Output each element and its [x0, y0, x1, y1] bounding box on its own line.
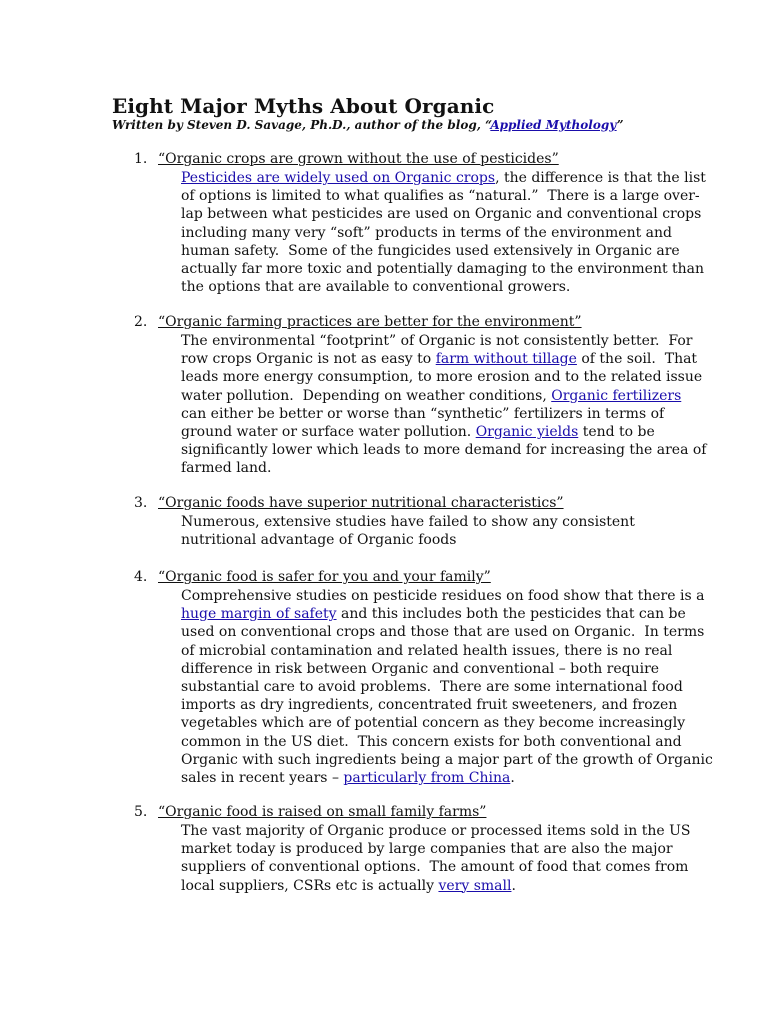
text-run: used on conventional crops and those that are used on Organic. In terms — [181, 624, 705, 641]
applied-mythology-link[interactable]: Applied Mythology — [490, 118, 617, 132]
text-run: Comprehensive studies on pesticide residues on food show that there is a — [181, 588, 705, 604]
myth-heading: “Organic food is raised on small family farms” — [158, 804, 487, 820]
body-line — [181, 405, 681, 423]
byline-prefix: Written by Steven D. Savage, Ph.D., author of the blog, “ — [112, 118, 491, 132]
text-run: lap between what pesticides are used on Organic and conventional crops — [181, 206, 702, 223]
myth-number: 3. — [134, 495, 148, 511]
text-run: actually far more toxic and potentially damaging to the environment than — [181, 261, 705, 278]
text-run: The environmental “footprint” of Organic is not consistently better. For — [181, 333, 693, 349]
body-line — [181, 423, 681, 441]
text-run: market today is produced by large companies that are also the major — [181, 841, 673, 858]
text-run: sales in recent years – — [181, 770, 344, 787]
body-line — [181, 660, 681, 678]
inline-link[interactable]: Organic fertilizers — [551, 387, 682, 404]
body-line — [181, 642, 681, 660]
body-line — [181, 350, 698, 368]
myth-body — [181, 332, 707, 478]
body-line — [181, 224, 681, 242]
myth-body — [181, 587, 713, 787]
text-run: of microbial contamination and related health issues, there is no real — [181, 642, 673, 659]
text-run: local suppliers, CSRs etc is actually — [181, 877, 439, 894]
inline-link[interactable]: particularly from China — [343, 770, 511, 787]
body-line — [181, 623, 705, 641]
text-run: suppliers of conventional options. The amount of food that comes from — [181, 859, 689, 876]
text-run: water pollution. Depending on weather conditions, — [181, 387, 552, 404]
text-run: imports as dry ingredients, concentrated fruit sweeteners, and frozen — [181, 697, 678, 714]
text-run: and this includes both the pesticides that can be — [336, 606, 686, 623]
text-run: farmed land. — [181, 460, 272, 477]
body-line — [181, 368, 703, 386]
text-run: common in the US diet. This concern exists for both conventional and — [181, 733, 682, 750]
myth-heading: “Organic farming practices are better for the environment” — [158, 314, 582, 330]
text-run: nutritional advantage of Organic foods — [181, 532, 457, 549]
text-run: human safety. Some of the fungicides used extensively in Organic are — [181, 242, 680, 259]
text-run: difference in risk between Organic and conventional – both require — [181, 660, 660, 677]
text-run: tend to be — [578, 424, 655, 441]
inline-link[interactable]: Pesticides are widely used on Organic crops — [181, 170, 496, 186]
myth-number: 4. — [134, 569, 148, 585]
text-run: leads more energy consumption, to more erosion and to the related issue — [181, 369, 703, 386]
body-line — [181, 242, 681, 260]
inline-link[interactable]: very small — [438, 877, 512, 894]
body-line — [181, 877, 681, 895]
body-line — [181, 260, 705, 278]
text-run: The vast majority of Organic produce or processed items sold in the US — [181, 823, 691, 839]
text-run: of options is limited to what qualifies as “natural.” There is a large over- — [181, 188, 700, 205]
byline — [112, 118, 624, 132]
body-line — [181, 278, 681, 296]
body-line — [181, 531, 681, 549]
text-run: significantly lower which leads to more demand for increasing the area of — [181, 442, 707, 459]
body-line — [181, 605, 686, 623]
myth-heading: “Organic food is safer for you and your family” — [158, 569, 491, 585]
myth-number: 5. — [134, 804, 148, 820]
body-line — [181, 733, 681, 751]
body-line — [181, 696, 681, 714]
body-line — [181, 387, 681, 405]
body-line — [181, 513, 681, 531]
body-line — [181, 678, 681, 696]
body-line — [181, 840, 681, 858]
body-line — [181, 751, 713, 769]
body-line — [181, 459, 681, 477]
text-run: , the difference is that the list — [495, 170, 706, 186]
body-line — [181, 332, 693, 350]
myth-heading: “Organic crops are grown without the use of pesticides” — [158, 151, 559, 167]
body-line — [181, 858, 689, 876]
text-run: including many very “soft” products in terms of the environment and — [181, 224, 672, 241]
body-line — [181, 187, 700, 205]
text-run: Organic with such ingredients being a major part of the growth of Organic — [181, 751, 713, 768]
text-run: vegetables which are of potential concern as they become increasingly — [181, 715, 686, 732]
body-line — [181, 587, 705, 605]
text-run: the options that are available to conventional growers. — [181, 279, 571, 296]
myth-number: 2. — [134, 314, 148, 330]
text-run: can either be better or worse than “synthetic” fertilizers in terms of — [181, 405, 665, 422]
body-line — [181, 822, 691, 840]
myth-body — [181, 513, 681, 549]
inline-link[interactable]: Organic yields — [475, 424, 579, 441]
body-line — [181, 714, 686, 732]
body-line — [181, 169, 706, 187]
body-line — [181, 205, 702, 223]
body-line — [181, 769, 681, 787]
myth-body — [181, 822, 691, 895]
inline-link[interactable]: huge margin of safety — [181, 606, 337, 623]
text-run: Numerous, extensive studies have failed to show any consistent — [181, 514, 635, 530]
text-run: row crops Organic is not as easy to — [181, 351, 436, 368]
text-run: ground water or surface water pollution. — [181, 424, 476, 441]
myth-body — [181, 169, 706, 296]
text-run: . — [511, 877, 516, 894]
text-run: substantial care to avoid problems. There are some international food — [181, 679, 683, 696]
text-run: . — [510, 770, 515, 787]
document-title: Eight Major Myths About Organic — [112, 94, 495, 118]
myth-heading: “Organic foods have superior nutritional characteristics” — [158, 495, 564, 511]
myth-number: 1. — [134, 151, 148, 167]
byline-suffix: ” — [616, 118, 624, 132]
inline-link[interactable]: farm without tillage — [435, 351, 577, 368]
text-run: of the soil. That — [576, 351, 698, 368]
body-line — [181, 441, 707, 459]
